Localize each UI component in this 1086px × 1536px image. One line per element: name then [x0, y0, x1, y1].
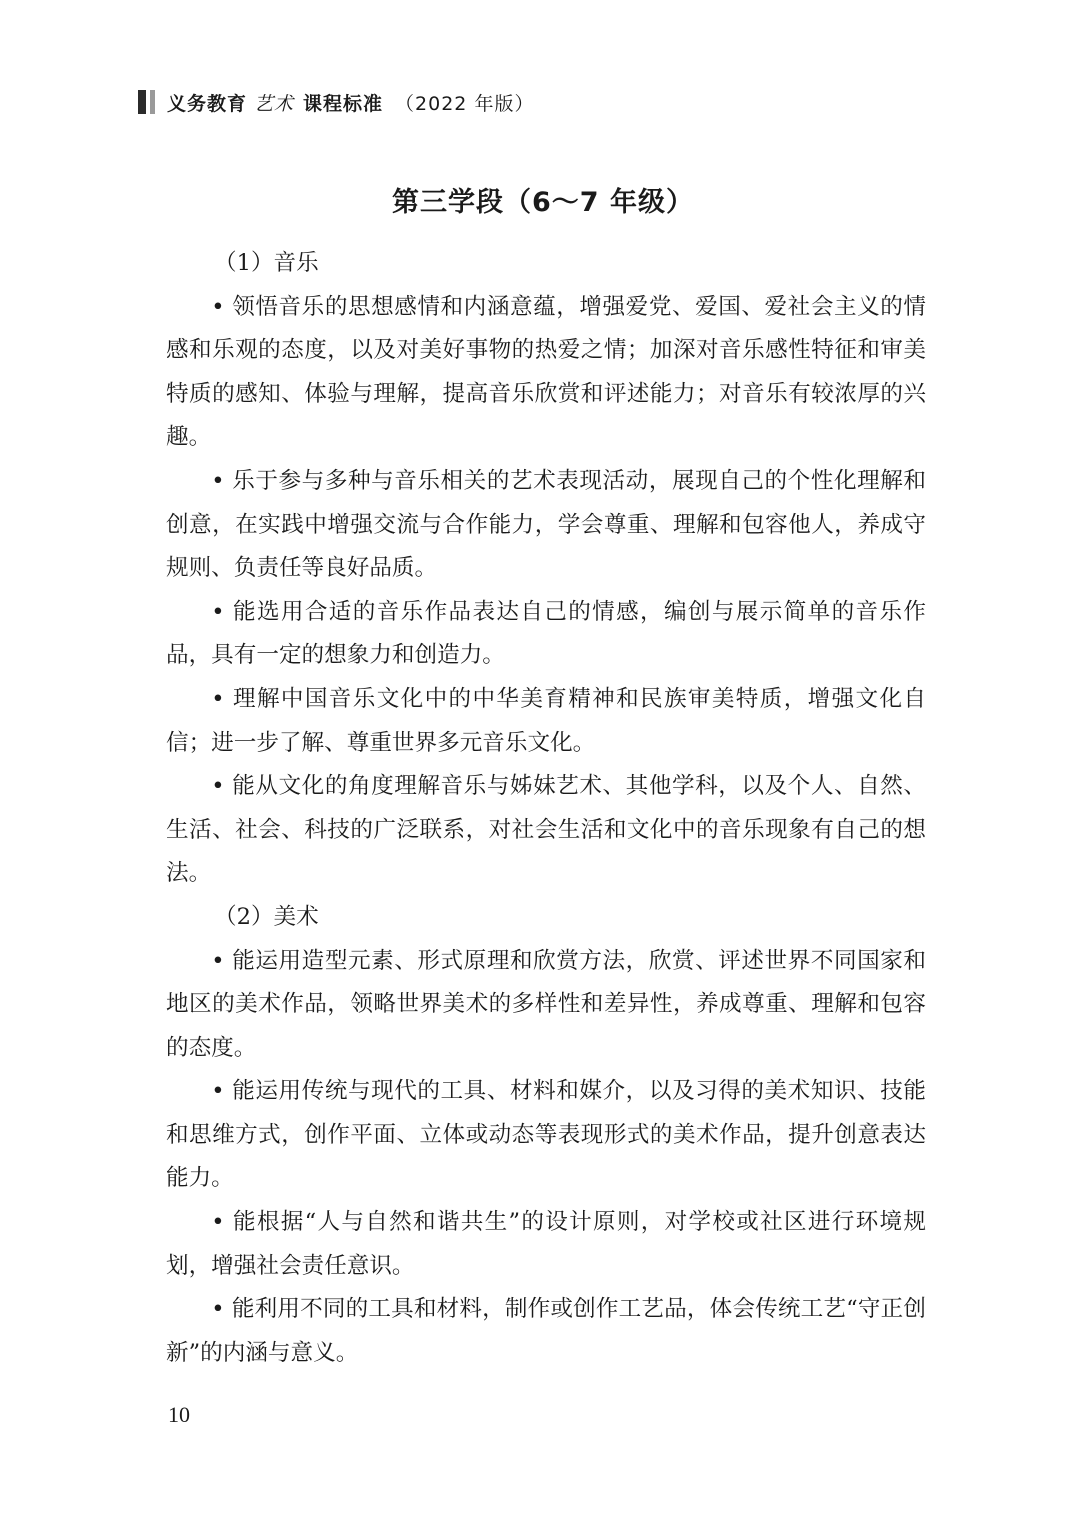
music-item-1: • 领悟音乐的思想感情和内涵意蕴，增强爱党、爱国、爱社会主义的情感和乐观的态度，以及对美好事物的热爱之情；加深对音乐感性特征和审美特质的感知、体验与理解，提高音乐欣赏和评述能力；对音乐有较浓厚的兴趣。: [166, 293, 926, 451]
header-bar-marks: [138, 90, 155, 114]
music-heading: （1）音乐: [214, 250, 319, 276]
fine-arts-heading: （2）美术: [214, 903, 319, 930]
header-title-prefix: 义务教育: [167, 92, 248, 115]
header-subject: 艺术: [254, 92, 295, 115]
header-mark-thick: [138, 90, 146, 114]
music-item-2: • 乐于参与多种与音乐相关的艺术表现活动，展现自己的个性化理解和创意，在实践中增强交流与合作能力，学会尊重、理解和包容他人，养成守规则、负责任等良好品质。: [166, 467, 926, 582]
page-body: [166, 242, 926, 1375]
music-item-4: • 理解中国音乐文化中的中华美育精神和民族审美特质，增强文化自信；进一步了解、尊重世界多元音乐文化。: [166, 685, 926, 756]
section-title: 第三学段（6～7 年级）: [392, 187, 694, 218]
fine-arts-item-1: • 能运用造型元素、形式原理和欣赏方法，欣赏、评述世界不同国家和地区的美术作品，领略世界美术的多样性和差异性，养成尊重、理解和包容的态度。: [166, 947, 926, 1061]
music-item-5: • 能从文化的角度理解音乐与姊妹艺术、其他学科，以及个人、自然、生活、社会、科技的广泛联系，对社会生活和文化中的音乐现象有自己的想法。: [166, 773, 926, 887]
header-mark-thin: [150, 90, 155, 114]
fine-arts-item-2: • 能运用传统与现代的工具、材料和媒介，以及习得的美术知识、技能和思维方式，创作平面、立体或动态等表现形式的美术作品，提升创意表达能力。: [166, 1078, 926, 1192]
header-title-suffix: 课程标准: [303, 92, 384, 115]
fine-arts-item-4: • 能利用不同的工具和材料，制作或创作工艺品，体会传统工艺“守正创新”的内涵与意义。: [166, 1296, 926, 1366]
running-header: [138, 88, 534, 116]
page-number: 10: [168, 1402, 190, 1427]
music-item-3: • 能选用合适的音乐作品表达自己的情感，编创与展示简单的音乐作品，具有一定的想象力和创造力。: [166, 598, 926, 669]
fine-arts-item-3: • 能根据“人与自然和谐共生”的设计原则，对学校或社区进行环境规划，增强社会责任意识。: [166, 1209, 926, 1279]
header-edition: （2022 年版）: [395, 92, 535, 115]
